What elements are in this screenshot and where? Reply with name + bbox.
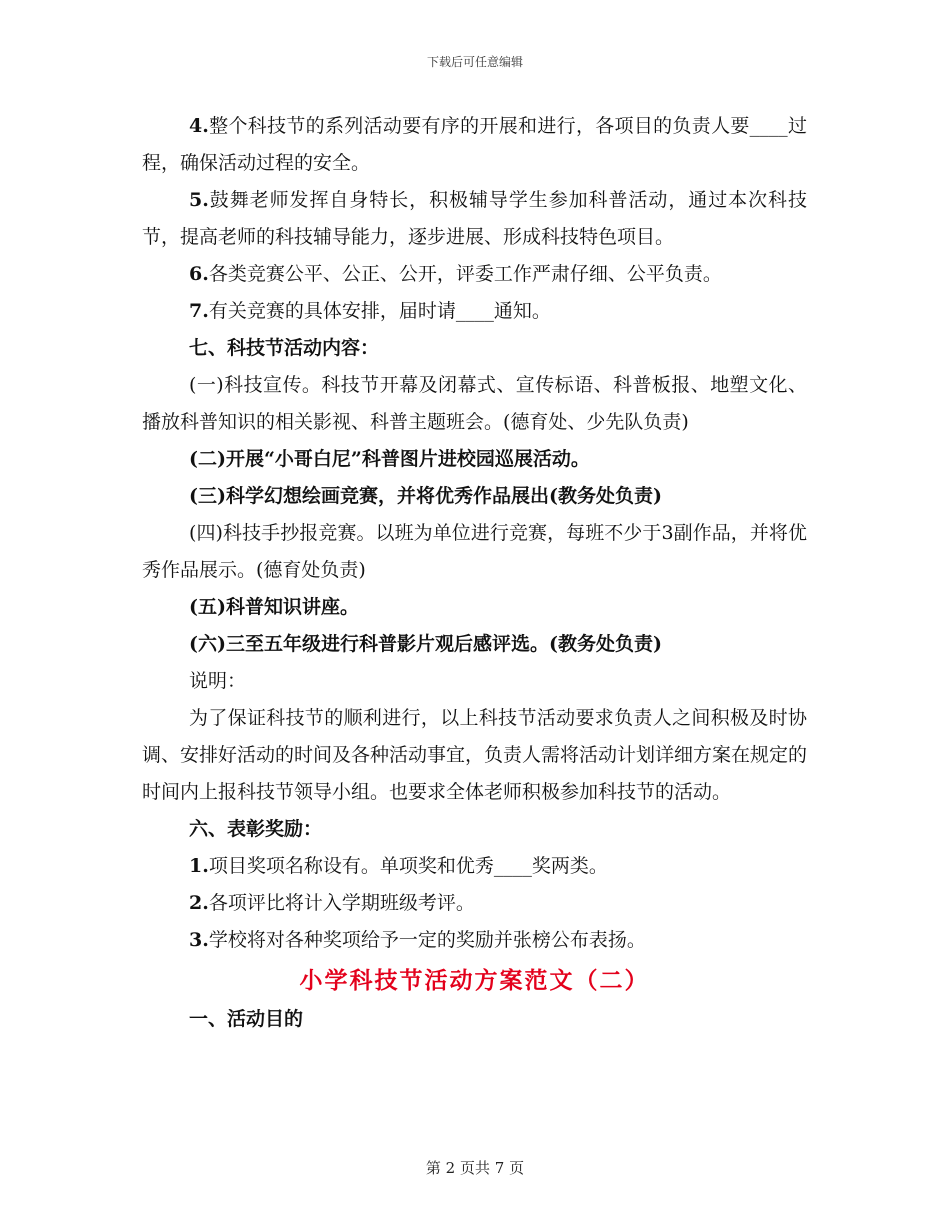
section-7-paragraph-4: (四)科技手抄报竞赛。以班为单位进行竞赛，每班不少于3副作品，并将优秀作品展示。(德育处负责) [142,522,807,581]
item-5-number: 5. [189,189,209,211]
item-6-number: 6. [189,263,209,285]
document-body [142,108,807,1038]
section-7-paragraph-2: (二)开展“小哥白尼”科普图片进校园巡展活动。 [189,448,590,470]
page-header: 下载后可任意编辑 [426,55,523,69]
item-4-text: 整个科技节的系列活动要有序的开展和进行，各项目的负责人要____过程，确保活动过程的安全。 [142,115,807,174]
section-7-paragraph-6: (六)三至五年级进行科普影片观后感评选。(教务处负责) [189,633,662,655]
note-label: 说明： [189,670,247,692]
document-2-title: 小学科技节活动方案范文（二） [299,967,650,994]
note-text: 为了保证科技节的顺利进行，以上科技节活动要求负责人之间积极及时协调、安排好活动的时间及各种活动事宜，负责人需将活动计划详细方案在规定的时间内上报科技节领导小组。也要求全体老师积极参加科技节的活动。 [142,707,808,803]
award-2 [142,885,807,922]
award-3-number: 3. [189,929,209,951]
award-3 [142,922,807,959]
award-2-text: 各项评比将计入学期班级考评。 [208,892,475,914]
section-7-heading: 七、科技节活动内容： [189,337,380,359]
item-4-number: 4. [189,115,209,137]
item-7-text: 有关竞赛的具体安排，届时请____通知。 [208,300,551,322]
award-1-text: 项目奖项名称设有。单项奖和优秀____奖两类。 [208,855,608,877]
item-4 [142,108,807,182]
section-7-paragraph-5: (五)科普知识讲座。 [189,596,359,618]
page-footer: 第 2 页共 7 页 [425,1159,525,1177]
item-5-text: 鼓舞老师发挥自身特长，积极辅导学生参加科普活动，通过本次科技节，提高老师的科技辅导能力，逐步进展、形成科技特色项目。 [142,189,807,248]
section-7-paragraph-3: (三)科学幻想绘画竞赛，并将优秀作品展出(教务处负责) [189,485,662,507]
item-7-number: 7. [189,300,209,322]
item-6-text: 各类竞赛公平、公正、公开，评委工作严肃仔细、公平负责。 [208,263,722,285]
document-2-heading-1: 一、活动目的 [189,1008,304,1030]
award-1-number: 1. [189,855,209,877]
item-7 [142,293,807,330]
section-6-heading: 六、表彰奖励： [189,818,323,840]
award-2-number: 2. [189,892,209,914]
award-3-text: 学校将对各种奖项给予一定的奖励并张榜公布表扬。 [208,929,646,951]
award-1 [142,848,807,885]
section-7-paragraph-1: (一)科技宣传。科技节开幕及闭幕式、宣传标语、科普板报、地塑文化、播放科普知识的相关影视、科普主题班会。(德育处、少先队负责) [142,374,807,433]
item-5 [142,182,807,256]
item-6 [142,256,807,293]
